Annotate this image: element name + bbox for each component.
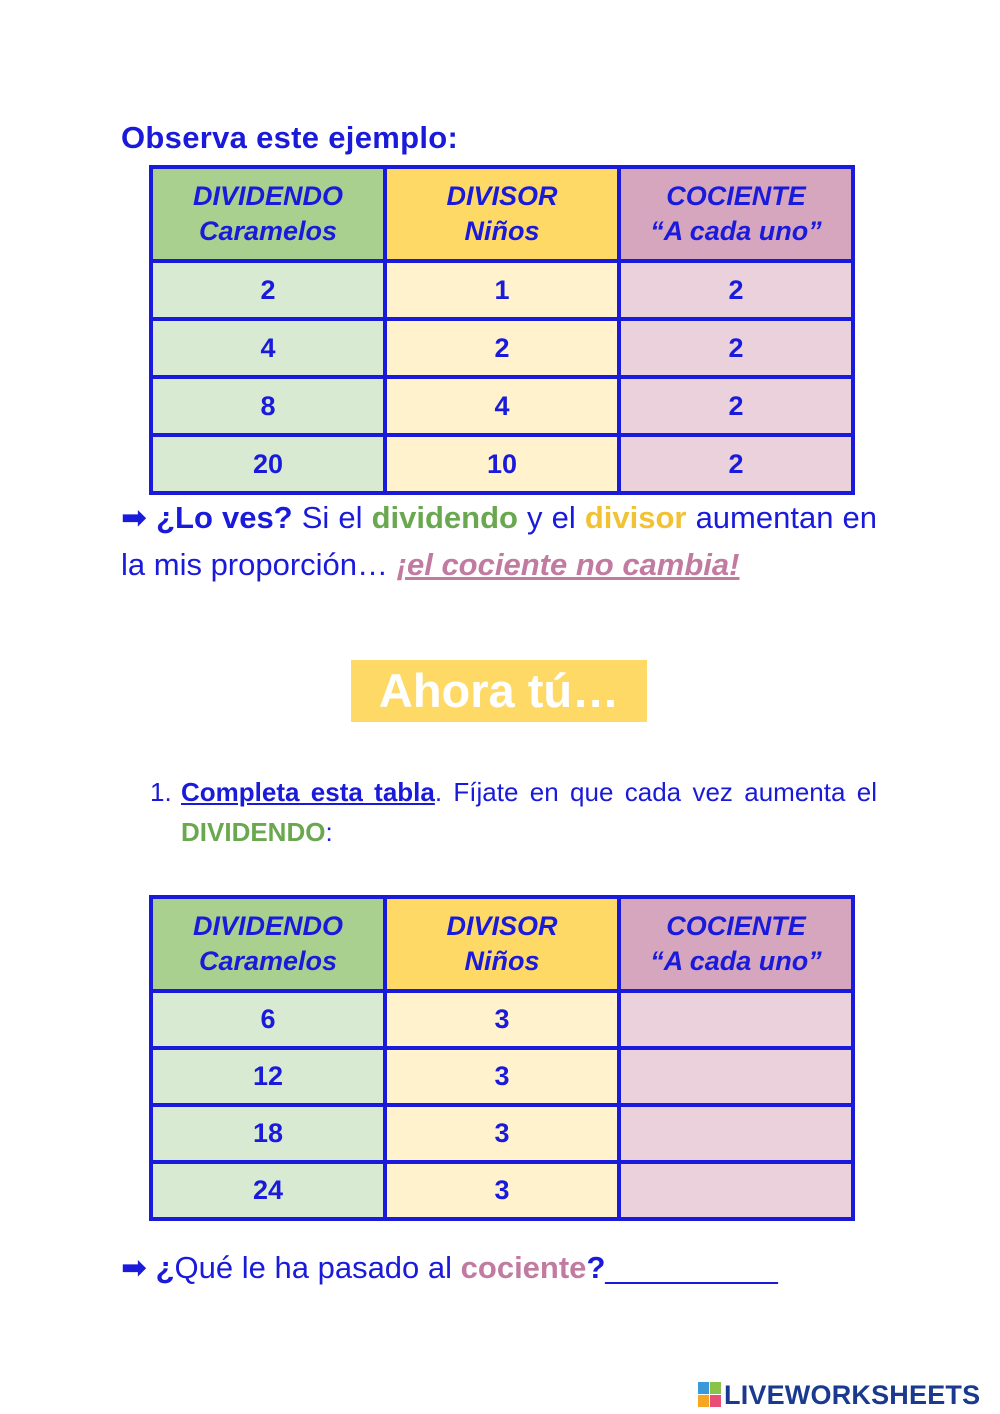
quotient-header-subtitle: “A cada uno” <box>650 216 822 246</box>
divisor-header-subtitle: Niños <box>464 946 540 976</box>
dividend-cell: 8 <box>151 377 385 435</box>
example-table <box>149 165 855 495</box>
divisor-header-subtitle: Niños <box>464 216 540 246</box>
dividend-header-title: DIVIDENDO <box>192 181 344 211</box>
divisor-cell: 3 <box>385 991 619 1048</box>
explanation-text-3: aumentan en la mis proporción… <box>121 500 878 582</box>
quotient-answer-field[interactable] <box>619 1162 853 1219</box>
quotient-word: cociente <box>460 1250 587 1285</box>
arrow-right-icon: ➡ <box>121 500 147 535</box>
exercise-table <box>149 895 855 1221</box>
divisor-cell: 10 <box>385 435 619 493</box>
dividend-header <box>151 897 385 991</box>
exercise-dividend-word: DIVIDENDO <box>181 817 326 847</box>
table-row <box>151 319 853 377</box>
table-row <box>151 1162 853 1219</box>
dividend-cell: 20 <box>151 435 385 493</box>
exercise-lead: Completa esta tabla <box>181 777 435 807</box>
divisor-cell: 3 <box>385 1048 619 1105</box>
dividend-cell: 2 <box>151 261 385 319</box>
quotient-header <box>619 167 853 261</box>
table-row <box>151 261 853 319</box>
example-heading: Observa este ejemplo: <box>121 120 459 155</box>
liveworksheets-logo-icon <box>698 1382 722 1408</box>
quotient-cell: 2 <box>619 435 853 493</box>
divisor-cell: 3 <box>385 1162 619 1219</box>
divisor-cell: 2 <box>385 319 619 377</box>
exercise-text-2: : <box>325 817 333 847</box>
table-header-row <box>151 167 853 261</box>
question-open-mark: ¿ <box>146 1250 175 1285</box>
conclusion-text: ¡el cociente no cambia! <box>396 547 740 582</box>
quotient-cell: 2 <box>619 261 853 319</box>
exercise-text-1: . Fíjate en que cada vez aumenta el <box>434 777 877 807</box>
divisor-cell: 1 <box>385 261 619 319</box>
dividend-header-subtitle: Caramelos <box>198 946 338 976</box>
table-row <box>151 1048 853 1105</box>
divisor-header <box>385 167 619 261</box>
quotient-header-title: COCIENTE <box>666 911 806 941</box>
table-row <box>151 1105 853 1162</box>
explanation-text-1: Si el <box>292 500 372 535</box>
quotient-answer-field[interactable] <box>619 1048 853 1105</box>
dividend-header-title: DIVIDENDO <box>192 911 344 941</box>
quotient-header-title: COCIENTE <box>666 181 806 211</box>
dividend-cell: 4 <box>151 319 385 377</box>
dividend-word: dividendo <box>371 500 518 535</box>
quotient-header <box>619 897 853 991</box>
divisor-header <box>385 897 619 991</box>
ahora-banner: Ahora tú… <box>351 660 647 722</box>
exercise-instruction <box>181 772 877 852</box>
dividend-header <box>151 167 385 261</box>
quotient-cell: 2 <box>619 319 853 377</box>
arrow-right-icon: ➡ <box>121 1250 147 1285</box>
liveworksheets-logo-text: LIVEWORKSHEETS <box>724 1379 981 1410</box>
dividend-cell: 24 <box>151 1162 385 1219</box>
divisor-header-title: DIVISOR <box>446 181 558 211</box>
explanation-lead: ¿Lo ves? <box>156 500 293 535</box>
question-text: Qué le ha pasado al <box>174 1250 461 1285</box>
dividend-cell: 6 <box>151 991 385 1048</box>
answer-blank[interactable]: __________ <box>605 1250 778 1285</box>
table-row <box>151 435 853 493</box>
table-row <box>151 377 853 435</box>
exercise-number: 1. <box>150 777 172 807</box>
divisor-header-title: DIVISOR <box>446 911 558 941</box>
table-header-row <box>151 897 853 991</box>
liveworksheets-logo <box>698 1380 980 1410</box>
table-row <box>151 991 853 1048</box>
divisor-cell: 4 <box>385 377 619 435</box>
quotient-header-subtitle: “A cada uno” <box>650 946 822 976</box>
dividend-cell: 12 <box>151 1048 385 1105</box>
question-line <box>121 1248 778 1288</box>
divisor-cell: 3 <box>385 1105 619 1162</box>
dividend-cell: 18 <box>151 1105 385 1162</box>
quotient-cell: 2 <box>619 377 853 435</box>
explanation-text-2: y el <box>517 500 585 535</box>
dividend-header-subtitle: Caramelos <box>198 216 338 246</box>
divisor-word: divisor <box>584 500 687 535</box>
quotient-answer-field[interactable] <box>619 1105 853 1162</box>
question-close-mark: ? <box>586 1250 606 1285</box>
explanation-paragraph <box>121 494 877 588</box>
quotient-answer-field[interactable] <box>619 991 853 1048</box>
